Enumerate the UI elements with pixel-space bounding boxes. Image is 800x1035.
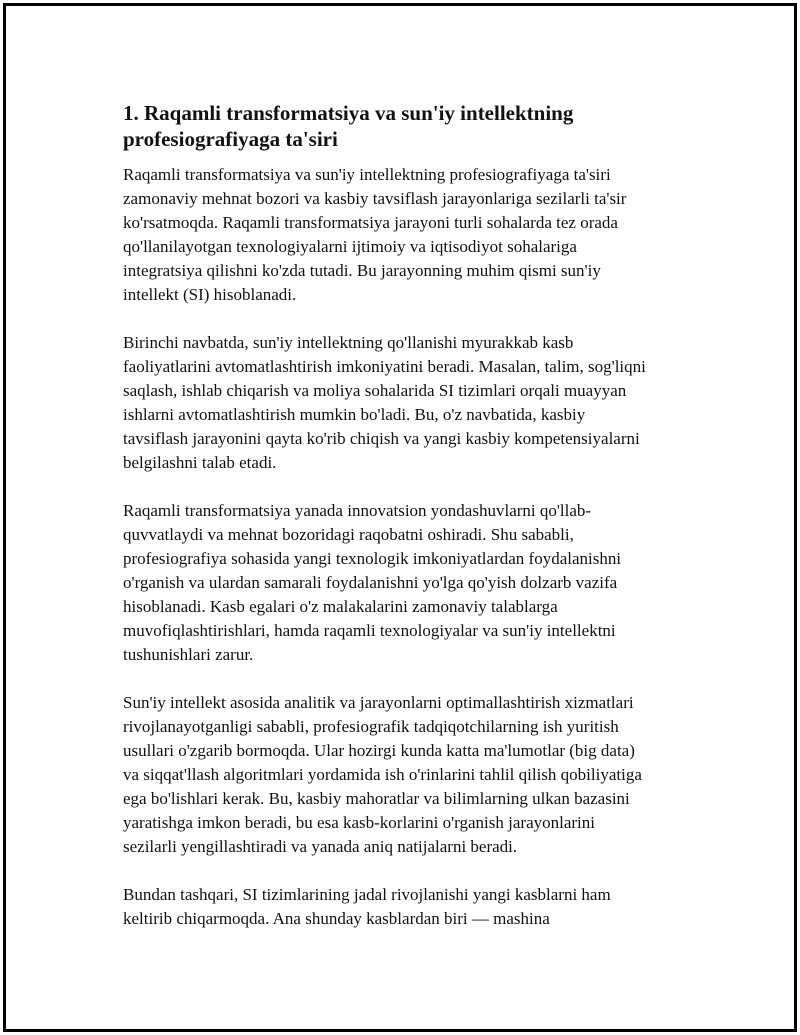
- text-line: Raqamli transformatsiya va sun'iy intellektning profesiografiyaga ta'siri: [123, 165, 611, 184]
- text-line: Bundan tashqari, SI tizimlarining jadal rivojlanishi yangi kasblarni ham: [123, 885, 611, 904]
- heading-line: 1. Raqamli transformatsiya va sun'iy intellektning: [123, 101, 574, 125]
- paragraph-4: [123, 691, 698, 859]
- paragraph-5: [123, 883, 698, 931]
- text-line: intellekt (SI) hisoblanadi.: [123, 285, 297, 304]
- text-line: rivojlanayotganligi sababli, profesiografik tadqiqotchilarning ish yuritish: [123, 717, 619, 736]
- text-line: hisoblanadi. Kasb egalari o'z malakalarini zamonaviy talablarga: [123, 597, 558, 616]
- page-frame: [3, 3, 797, 1032]
- text-line: saqlash, ishlab chiqarish va moliya sohalarida SI tizimlari orqali muayyan: [123, 381, 627, 400]
- text-line: profesiografiya sohasida yangi texnologik imkoniyatlardan foydalanishni: [123, 549, 622, 568]
- text-line: va siqqat'llash algoritmlari yordamida ish o'rinlarini tahlil qilish qobiliyatiga: [123, 765, 642, 784]
- document-body: [123, 100, 698, 955]
- text-line: yaratishga imkon beradi, bu esa kasb-korlarini o'rganish jarayonlarini: [123, 813, 595, 832]
- text-line: faoliyatlarini avtomatlashtirish imkoniyatini beradi. Masalan, talim, sog'liqni: [123, 357, 646, 376]
- text-line: ko'rsatmoqda. Raqamli transformatsiya jarayoni turli sohalarda tez orada: [123, 213, 618, 232]
- paragraph-1: [123, 163, 698, 307]
- text-line: qo'llanilayotgan texnologiyalarni ijtimoiy va iqtisodiyot sohalariga: [123, 237, 577, 256]
- text-line: Birinchi navbatda, sun'iy intellektning qo'llanishi myurakkab kasb: [123, 333, 574, 352]
- text-line: sezilarli yengillashtiradi va yanada aniq natijalarni beradi.: [123, 837, 518, 856]
- paragraph-2: [123, 331, 698, 475]
- section-heading: [123, 100, 698, 152]
- text-line: Sun'iy intellekt asosida analitik va jarayonlarni optimallashtirish xizmatlari: [123, 693, 634, 712]
- text-line: tavsiflash jarayonini qayta ko'rib chiqish va yangi kasbiy kompetensiyalarni: [123, 429, 640, 448]
- text-line: usullari o'zgarib bormoqda. Ular hozirgi kunda katta ma'lumotlar (big data): [123, 741, 635, 760]
- text-line: tushunishlari zarur.: [123, 645, 254, 664]
- text-line: Raqamli transformatsiya yanada innovatsion yondashuvlarni qo'llab-: [123, 501, 592, 520]
- text-line: muvofiqlashtirishlari, hamda raqamli texnologiyalar va sun'iy intellektni: [123, 621, 616, 640]
- text-line: ega bo'lishlari kerak. Bu, kasbiy mahoratlar va bilimlarning ulkan bazasini: [123, 789, 630, 808]
- text-line: zamonaviy mehnat bozori va kasbiy tavsiflash jarayonlariga sezilarli ta'sir: [123, 189, 627, 208]
- text-line: ishlarni avtomatlashtirish mumkin bo'ladi. Bu, o'z navbatida, kasbiy: [123, 405, 586, 424]
- text-line: integratsiya qilishni ko'zda tutadi. Bu jarayonning muhim qismi sun'iy: [123, 261, 601, 280]
- text-line: o'rganish va ulardan samarali foydalanishni yo'lga qo'yish dolzarb vazifa: [123, 573, 618, 592]
- text-line: belgilashni talab etadi.: [123, 453, 277, 472]
- text-line: keltirib chiqarmoqda. Ana shunday kasblardan biri — mashina: [123, 909, 550, 928]
- paragraph-3: [123, 499, 698, 667]
- heading-line: profesiografiyaga ta'siri: [123, 127, 338, 151]
- text-line: quvvatlaydi va mehnat bozoridagi raqobatni oshiradi. Shu sababli,: [123, 525, 574, 544]
